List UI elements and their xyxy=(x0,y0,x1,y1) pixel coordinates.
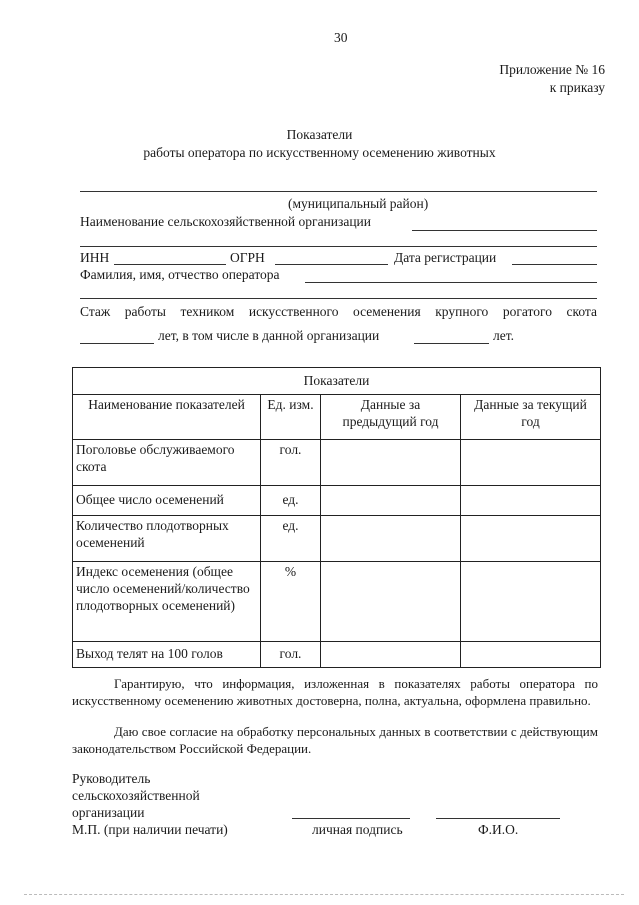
org-name-line-2[interactable] xyxy=(80,246,597,247)
ogrn-label: ОГРН xyxy=(230,250,265,265)
table-row xyxy=(73,486,601,516)
row-unit: ед. xyxy=(261,516,321,562)
org-years-line[interactable] xyxy=(414,343,489,344)
header-previous-year: Данные за предыдущий год xyxy=(321,395,461,440)
head-label-1: Руководитель xyxy=(72,771,151,786)
district-caption: (муниципальный район) xyxy=(288,196,429,211)
row-current-cell[interactable] xyxy=(461,562,601,642)
org-name-line[interactable] xyxy=(412,230,597,231)
operator-name-line-2[interactable] xyxy=(80,298,597,299)
signature-caption: личная подпись xyxy=(312,822,403,837)
table-row xyxy=(73,516,601,562)
indicators-table xyxy=(72,367,601,668)
signature-line[interactable] xyxy=(292,818,410,819)
operator-name-label: Фамилия, имя, отчество оператора xyxy=(80,267,280,282)
annex-line-1: Приложение № 16 xyxy=(499,62,605,77)
annex-line-2: к приказу xyxy=(549,80,605,95)
row-previous-cell[interactable] xyxy=(321,486,461,516)
reg-date-label: Дата регистрации xyxy=(394,250,497,265)
page-number: 30 xyxy=(334,30,348,45)
table-row xyxy=(73,642,601,668)
head-label-3: организации xyxy=(72,805,145,820)
row-unit: гол. xyxy=(261,440,321,486)
experience-text: Стаж работы техником искусственного осеменения крупного рогатого скота xyxy=(80,304,597,319)
row-name: Количество плодотворных осеменений xyxy=(73,516,261,562)
document-subtitle: работы оператора по искусственному осеменению животных xyxy=(143,145,496,160)
row-name: Выход телят на 100 голов xyxy=(73,642,261,668)
name-line[interactable] xyxy=(436,818,560,819)
row-previous-cell[interactable] xyxy=(321,440,461,486)
header-indicator-name: Наименование показателей xyxy=(73,395,261,440)
district-line[interactable] xyxy=(80,191,597,192)
inn-label: ИНН xyxy=(80,250,110,265)
consent-paragraph: Даю свое согласие на обработку персональных данных в соответствии с действующим законодательством Российской Федерации. xyxy=(72,724,598,756)
row-unit: % xyxy=(261,562,321,642)
row-current-cell[interactable] xyxy=(461,642,601,668)
head-label-2: сельскохозяйственной xyxy=(72,788,200,803)
row-name: Поголовье обслуживаемого скота xyxy=(73,440,261,486)
bottom-edge-rule xyxy=(24,894,624,895)
row-previous-cell[interactable] xyxy=(321,562,461,642)
row-name: Общее число осеменений xyxy=(73,486,261,516)
table-row xyxy=(73,562,601,642)
header-unit: Ед. изм. xyxy=(261,395,321,440)
header-current-year: Данные за текущий год xyxy=(461,395,601,440)
stamp-label: М.П. (при наличии печати) xyxy=(72,822,228,837)
operator-name-line[interactable] xyxy=(305,282,597,283)
table-row xyxy=(73,440,601,486)
experience-years-line[interactable] xyxy=(80,343,154,344)
reg-date-line[interactable] xyxy=(512,264,597,265)
guarantee-paragraph: Гарантирую, что информация, изложенная в показателях работы оператора по искусственному осеменению животных достоверна, полна, актуальна, оформлена правильно. xyxy=(72,676,598,708)
row-previous-cell[interactable] xyxy=(321,642,461,668)
name-caption: Ф.И.О. xyxy=(478,822,519,837)
inn-line[interactable] xyxy=(114,264,226,265)
row-current-cell[interactable] xyxy=(461,440,601,486)
row-previous-cell[interactable] xyxy=(321,516,461,562)
row-unit: ед. xyxy=(261,486,321,516)
document-title: Показатели xyxy=(286,127,353,142)
table-caption: Показатели xyxy=(73,368,601,395)
row-unit: гол. xyxy=(261,642,321,668)
ogrn-line[interactable] xyxy=(275,264,388,265)
row-name: Индекс осеменения (общее число осеменений/количество плодотворных осеменений) xyxy=(73,562,261,642)
years-text-2: лет. xyxy=(493,328,514,343)
row-current-cell[interactable] xyxy=(461,486,601,516)
years-text-1: лет, в том числе в данной организации xyxy=(158,328,380,343)
row-current-cell[interactable] xyxy=(461,516,601,562)
org-name-label: Наименование сельскохозяйственной организации xyxy=(80,214,372,229)
